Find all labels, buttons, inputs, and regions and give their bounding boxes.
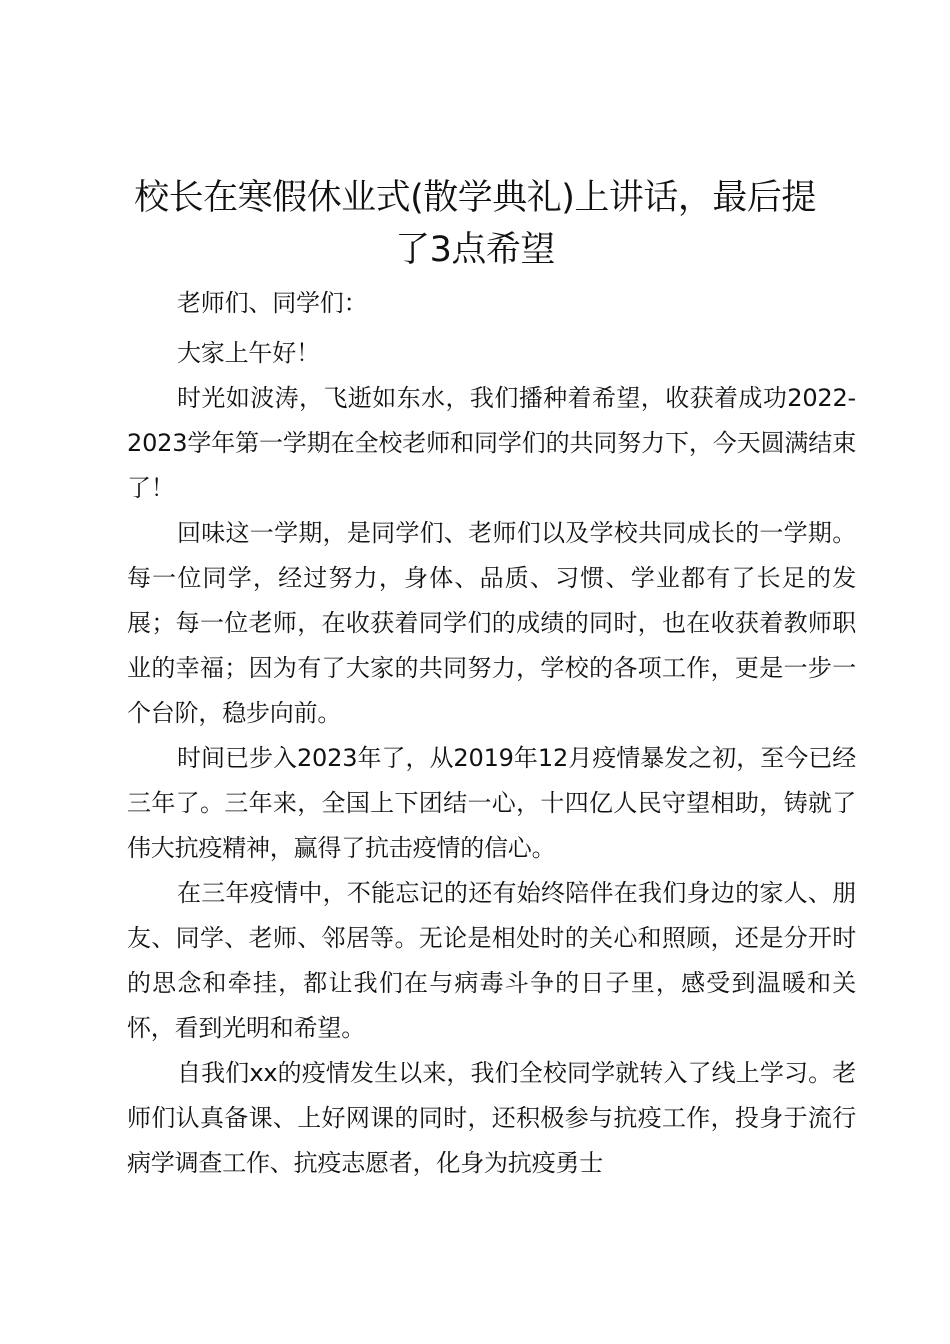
paragraph-2: 回味这一学期，是同学们、老师们以及学校共同成长的一学期。每一位同学，经过努力，身体、品质、习惯、学业都有了长足的发展；每一位老师，在收获着同学们的成绩的同时，也在收获着教师职业的幸福；因为有了大家的共同努力，学校的各项工作，更是一步一个台阶，稳步向前。 xyxy=(127,519,856,727)
paragraph-1: 时光如波涛，飞逝如东水，我们播种着希望，收获着成功2022-2023学年第一学期在全校老师和同学们的共同努力下，今天圆满结束了！ xyxy=(127,384,856,502)
document-title: 校长在寒假休业式(散学典礼)上讲话，最后提了3点希望 xyxy=(134,178,816,270)
paragraph-5: 自我们xx的疫情发生以来，我们全校同学就转入了线上学习。老师们认真备课、上好网课的同时，还积极参与抗疫工作，投身于流行病学调查工作、抗疫志愿者，化身为抗疫勇士 xyxy=(127,1059,856,1177)
paragraph-3: 时间已步入2023年了，从2019年12月疫情暴发之初，至今已经三年了。三年来，全国上下团结一心，十四亿人民守望相助，铸就了伟大抗疫精神，赢得了抗击疫情的信心。 xyxy=(127,744,856,862)
greeting: 大家上午好！ xyxy=(177,339,320,367)
salutation: 老师们、同学们： xyxy=(177,289,368,317)
paragraph-4: 在三年疫情中，不能忘记的还有始终陪伴在我们身边的家人、朋友、同学、老师、邻居等。无论是相处时的关心和照顾，还是分开时的思念和牵挂，都让我们在与病毒斗争的日子里，感受到温暖和关怀，看到光明和希望。 xyxy=(127,879,856,1042)
